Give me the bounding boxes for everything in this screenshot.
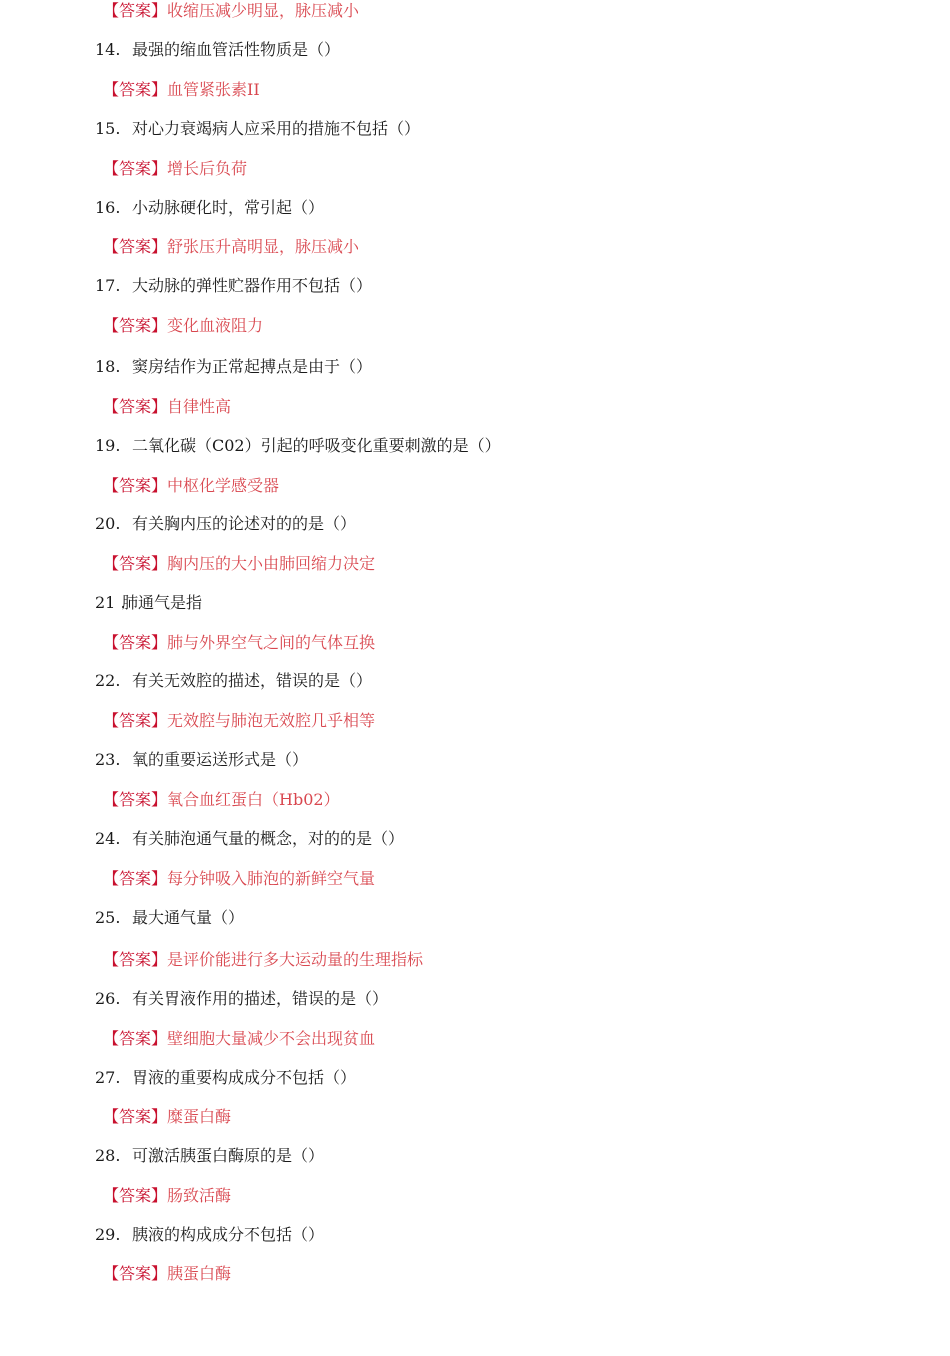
question-text: 可激活胰蛋白酶原的是（） — [132, 1146, 325, 1165]
question-text: 有关胃液作用的描述，错误的是（） — [132, 989, 389, 1008]
answer-line — [103, 476, 279, 496]
answer-line — [103, 1264, 231, 1284]
answer-line — [103, 1186, 231, 1206]
answer-line — [103, 790, 340, 810]
answer-text: 肠致活酶 — [167, 1186, 232, 1205]
question-text: 窦房结作为正常起搏点是由于（） — [132, 357, 373, 376]
question-number: 20. — [95, 514, 121, 533]
answer-line — [103, 1029, 375, 1049]
answer-tag: 【答案】 — [103, 237, 168, 256]
question-line — [95, 593, 202, 613]
question-text: 小动脉硬化时，常引起（） — [132, 198, 325, 217]
question-line — [95, 829, 404, 849]
question-line — [95, 1146, 324, 1166]
question-number: 21 . — [95, 593, 126, 612]
question-text: 大动脉的弹性贮器作用不包括（） — [132, 276, 373, 295]
answer-tag: 【答案】 — [103, 1029, 168, 1048]
question-line — [95, 276, 372, 296]
answer-tag: 【答案】 — [103, 476, 168, 495]
question-number: 25. — [95, 908, 121, 927]
answer-text: 收缩压减少明显，脉压减小 — [167, 1, 360, 20]
question-text: 氧的重要运送形式是（） — [132, 750, 309, 769]
answer-text: 肺与外界空气之间的气体互换 — [167, 633, 376, 652]
answer-line — [103, 711, 375, 731]
answer-tag: 【答案】 — [103, 711, 168, 730]
question-line — [95, 671, 372, 691]
question-line — [95, 1068, 356, 1088]
question-number: 15. — [95, 119, 121, 138]
question-number: 18. — [95, 357, 121, 376]
question-number: 16. — [95, 198, 121, 217]
answer-text: 增长后负荷 — [167, 159, 248, 178]
answer-text: 每分钟吸入肺泡的新鲜空气量 — [167, 869, 376, 888]
answer-text: 氧合血红蛋白（Hb02） — [167, 790, 340, 809]
answer-line — [103, 80, 260, 100]
answer-tag: 【答案】 — [103, 1264, 168, 1283]
question-line — [95, 750, 308, 770]
question-line — [95, 908, 244, 928]
answer-tag: 【答案】 — [103, 1107, 168, 1126]
answer-tag: 【答案】 — [103, 790, 168, 809]
question-line — [95, 198, 324, 218]
answer-line — [103, 159, 247, 179]
question-line — [95, 1225, 324, 1245]
answer-tag: 【答案】 — [103, 397, 168, 416]
answer-line — [103, 869, 375, 889]
answer-text: 血管紧张素II — [167, 80, 260, 99]
answer-text: 是评价能进行多大运动量的生理指标 — [167, 950, 424, 969]
question-line — [95, 989, 388, 1009]
answer-text: 胸内压的大小由肺回缩力决定 — [167, 554, 376, 573]
answer-tag: 【答案】 — [103, 316, 168, 335]
answer-line — [103, 1107, 231, 1127]
question-number: 17. — [95, 276, 121, 295]
answer-tag: 【答案】 — [103, 633, 168, 652]
answer-tag: 【答案】 — [103, 554, 168, 573]
question-number: 29. — [95, 1225, 121, 1244]
question-line — [95, 119, 420, 139]
question-text: 最强的缩血管活性物质是（） — [132, 40, 341, 59]
answer-text: 壁细胞大量减少不会出现贫血 — [167, 1029, 376, 1048]
question-line — [95, 436, 501, 456]
question-text: 肺通气是指 — [122, 593, 203, 612]
question-line — [95, 40, 340, 60]
question-line — [95, 514, 356, 534]
question-text: 对心力衰竭病人应采用的措施不包括（） — [132, 119, 421, 138]
question-text: 二氧化碳（C02）引起的呼吸变化重要刺激的是（） — [132, 436, 501, 455]
question-number: 22. — [95, 671, 121, 690]
question-number: 24. — [95, 829, 121, 848]
answer-line — [103, 1, 359, 21]
answer-line — [103, 950, 423, 970]
answer-text: 无效腔与肺泡无效腔几乎相等 — [167, 711, 376, 730]
answer-text: 胰蛋白酶 — [167, 1264, 232, 1283]
question-number: 14. — [95, 40, 121, 59]
answer-text: 变化血液阻力 — [167, 316, 264, 335]
answer-text: 舒张压升高明显，脉压减小 — [167, 237, 360, 256]
question-number: 19. — [95, 436, 121, 455]
answer-text: 自律性高 — [167, 397, 232, 416]
question-number: 27. — [95, 1068, 121, 1087]
question-number: 23. — [95, 750, 121, 769]
answer-tag: 【答案】 — [103, 950, 168, 969]
question-text: 胃液的重要构成成分不包括（） — [132, 1068, 357, 1087]
question-text: 有关胸内压的论述对的的是（） — [132, 514, 357, 533]
question-number: 26. — [95, 989, 121, 1008]
question-text: 最大通气量（） — [132, 908, 245, 927]
answer-line — [103, 397, 231, 417]
answer-line — [103, 316, 263, 336]
answer-line — [103, 237, 359, 257]
question-text: 胰液的构成成分不包括（） — [132, 1225, 325, 1244]
answer-tag: 【答案】 — [103, 1, 168, 20]
answer-line — [103, 554, 375, 574]
question-text: 有关肺泡通气量的概念，对的的是（） — [132, 829, 405, 848]
answer-text: 糜蛋白酶 — [167, 1107, 232, 1126]
answer-tag: 【答案】 — [103, 869, 168, 888]
answer-tag: 【答案】 — [103, 1186, 168, 1205]
answer-tag: 【答案】 — [103, 80, 168, 99]
question-line — [95, 357, 372, 377]
answer-line — [103, 633, 375, 653]
answer-tag: 【答案】 — [103, 159, 168, 178]
question-text: 有关无效腔的描述，错误的是（） — [132, 671, 373, 690]
answer-text: 中枢化学感受器 — [167, 476, 280, 495]
question-number: 28. — [95, 1146, 121, 1165]
